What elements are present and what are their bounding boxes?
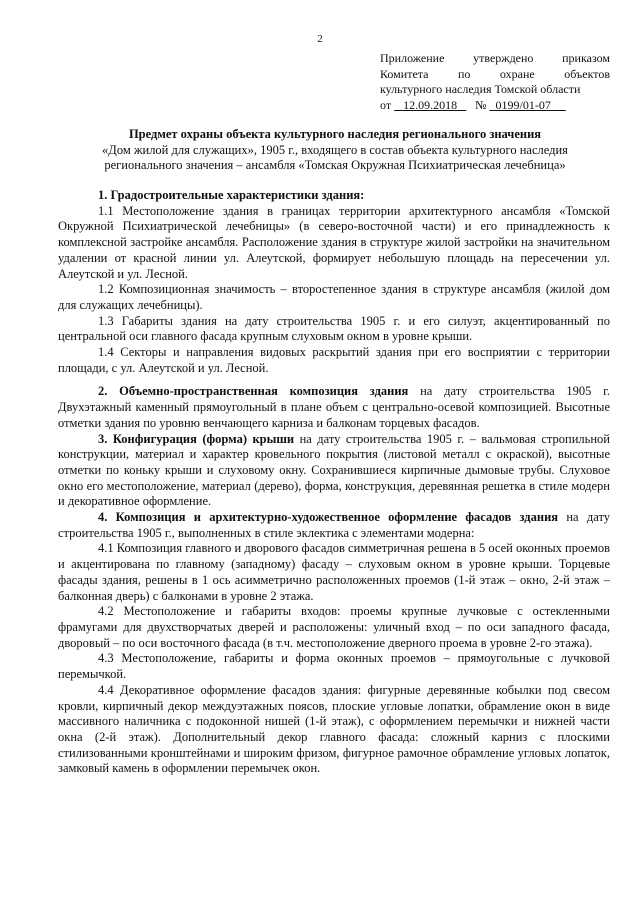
approval-block xyxy=(380,51,610,113)
section-3-heading: 3. Конфигурация (форма) крыши xyxy=(98,431,295,446)
section-2-text: на дату строительства 1905 г. Двухэтажный каменный прямоугольный в плане объем с центрально-осевой композицией. Высотные отметки здания по уровню венчающего карниза и балконам торцевых фасадов. xyxy=(58,384,611,430)
paragraph-4-1: 4.1 Композиция главного и дворового фасадов симметричная решена в 5 осей оконных проемов и акцентирована по главному (западному) фасаду – слуховым окном в уровне крыши. Торцевые фасады здания, решены в 1 ось асимметрично расположенных проемов (1-й этаж – окно, 2-й этаж – балконная дверь) с балконами в уровне 2 этажа. xyxy=(58,541,611,603)
paragraph-4-2: 4.2 Местоположение и габариты входов: проемы крупные лучковые с остекленными фрамугами для двухстворчатых дверей и расположены: уличный вход – по оси западного фасада, дворовый – по оси восточного фасада (в т.ч. местоположение дверного проема в уровне 2-го этажа). xyxy=(58,604,610,650)
section-4-text: на дату строительства 1905 г., выполненных в стиле эклектика с элементами модерна: xyxy=(58,510,610,540)
paragraph-4-3: 4.3 Местоположение, габариты и форма оконных проемов – прямоугольные с лучковой перемычкой. xyxy=(58,651,610,682)
document-body xyxy=(58,188,610,777)
paragraph-4-4: 4.4 Декоративное оформление фасадов здания: фигурные деревянные кобылки под свесом кровли, кирпичный декор междуэтажных поясов, плоские угловые лопатки, обрамление окон в виде массивного наличника с подоконной нишей (1-й этаж), с оформлением перемычки и нижней части окна (2-й этаж). Дополнительный декор главного фасада: сложный карниз с плоскими стилизованными кронштейнами и широким фризом, фигурное рамочное обрамление угловых лопаток, замковый камень в оформлении перемычек окон. xyxy=(58,682,610,776)
section-4-heading: 4. Композиция и архитектурно-художественное оформление фасадов здания xyxy=(98,510,559,525)
number-prefix: № xyxy=(475,97,487,112)
approval-line-3: культурного наследия Томской области xyxy=(380,82,581,96)
title-line-3: регионального значения – ансамбля «Томская Окружная Психиатрическая лечебница» xyxy=(104,158,566,172)
section-4 xyxy=(58,510,610,541)
section-1-heading: 1. Градостроительные характеристики здания: xyxy=(98,188,365,202)
paragraph-1-4: 1.4 Секторы и направления видовых раскрытий здания при его восприятии с территории площади, с ул. Алеутской и ул. Лесной. xyxy=(58,345,610,375)
approval-date-line xyxy=(380,98,610,114)
section-2-heading: 2. Объемно-пространственная композиция здания xyxy=(98,384,409,399)
approval-line-1: Приложение утверждено приказом xyxy=(380,51,610,65)
paragraph-1-3: 1.3 Габариты здания на дату строительства 1905 г. и его силуэт, акцентированный по центральной оси главного фасада крупным слуховым окном в уровне крыши. xyxy=(58,313,610,344)
paragraph-1-1: 1.1 Местоположение здания в границах территории архитектурного ансамбля «Томской Окружной Психиатрической лечебницы» (в северо-восточной части) и его принадлежность к комплексной застройке ансамбля. Расположение здания в структуре жилой застройки на значительном удалении от красной линии ул. Алеутской, формирует небольшую площадь на пересечении ул. Алеутской и ул. Лесной. xyxy=(58,203,610,281)
title-line-2: «Дом жилой для служащих», 1905 г., входящего в состав объекта культурного наследия xyxy=(102,142,568,157)
section-2 xyxy=(58,384,610,431)
paragraph-1-2: 1.2 Композиционная значимость – второстепенное здания в структуре ансамбля (жилой дом для служащих лечебницы). xyxy=(58,282,610,312)
title-line-1: Предмет охраны объекта культурного наследия регионального значения xyxy=(128,127,542,141)
document-title xyxy=(60,127,610,174)
section-3-text: на дату строительства 1905 г. – вальмовая стропильной конструкции, материал и характер кровельного покрытия (листовой металл с окраской), высотные отметки по коньку крыши и слуховому окну. Сохранившиеся кирпичные дымовые трубы. Слуховое окно его местоположение, материал (дерево), форма, конструкция, деревянная решетка в стиле модерн и декоративное оформление. xyxy=(58,431,610,509)
approval-line-2: Комитета по охране объектов xyxy=(380,66,610,81)
section-3 xyxy=(58,432,610,511)
date-prefix: от xyxy=(380,97,392,112)
page-number: 2 xyxy=(317,33,323,45)
approval-number: 0199/01-07 xyxy=(495,97,551,112)
approval-date: 12.09.2018 xyxy=(403,97,458,112)
